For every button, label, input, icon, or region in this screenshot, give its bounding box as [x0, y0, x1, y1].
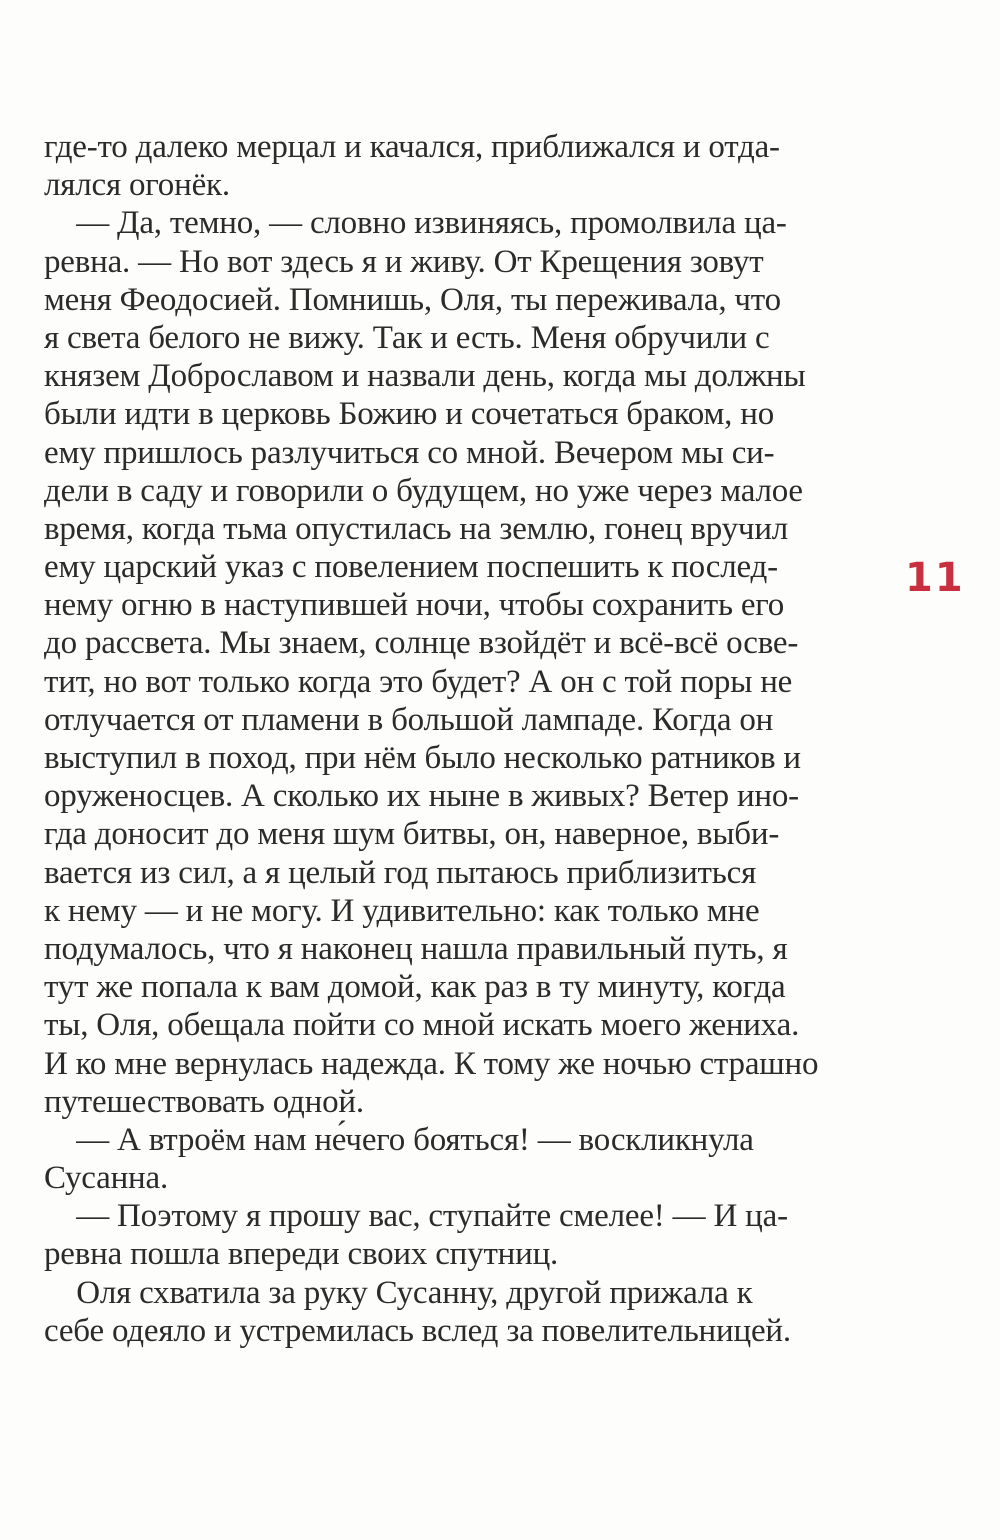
body-text — [44, 128, 904, 1350]
text-line: ревна пошла впереди своих спутниц. — [44, 1236, 559, 1273]
text-line: Сусанна. — [44, 1160, 169, 1197]
page-number: 11 — [905, 555, 965, 601]
text-line: дели в саду и говорили о будущем, но уже через малое — [44, 472, 803, 509]
text-line: до рассвета. Мы знаем, солнце взойдёт и всё-всё осве- — [44, 625, 799, 662]
text-line: выступил в поход, при нём было несколько ратников и — [44, 740, 801, 776]
text-line: оруженосцев. А сколько их ныне в живых? Ветер ино- — [44, 778, 799, 815]
text-line: отлучается от пламени в большой лампаде. Когда он — [44, 701, 774, 738]
text-line: где-то далеко мерцал и качался, приближался и отда- — [44, 129, 780, 165]
text-line: ему пришлось разлучиться со мной. Вечером мы си- — [44, 434, 775, 471]
text-line: тут же попала к вам домой, как раз в ту минуту, когда — [44, 969, 786, 1006]
text-line: ему царский указ с повелением поспешить к послед- — [44, 549, 778, 586]
text-line: лялся огонёк. — [44, 167, 230, 204]
text-line: нему огню в наступившей ночи, чтобы сохранить его — [44, 587, 785, 624]
text-line: — А втроём нам не́чего бояться! — воскликнула — [44, 1121, 754, 1158]
text-line: к нему — и не могу. И удивительно: как только мне — [44, 892, 760, 929]
text-line: — Поэтому я прошу вас, ступайте смелее! — И ца- — [44, 1198, 788, 1235]
text-line: И ко мне вернулась надежда. К тому же ночью страшно — [44, 1045, 819, 1082]
text-line: — Да, темно, — словно извиняясь, промолвила ца- — [44, 205, 787, 242]
text-line: время, когда тьма опустилась на землю, гонец вручил — [44, 510, 789, 547]
text-line: ты, Оля, обещала пойти со мной искать моего жениха. — [44, 1007, 800, 1044]
text-line: тит, но вот только когда это будет? А он с той поры не — [44, 663, 793, 700]
text-line: себе одеяло и устремилась вслед за повелительницей. — [44, 1312, 791, 1349]
text-line: вается из сил, а я целый год пытаюсь приблизиться — [44, 854, 757, 891]
text-line: подумалось, что я наконец нашла правильный путь, я — [44, 930, 788, 967]
text-line: Оля схватила за руку Сусанну, другой прижала к — [44, 1274, 753, 1311]
text-line: князем Доброславом и назвали день, когда мы должны — [44, 358, 806, 395]
text-line: путешествовать одной. — [44, 1083, 364, 1120]
text-line: меня Феодосией. Помнишь, Оля, ты переживала, что — [44, 281, 781, 318]
text-line: ревна. — Но вот здесь я и живу. От Крещения зовут — [44, 243, 764, 280]
text-line: были идти в церковь Божию и сочетаться браком, но — [44, 396, 775, 433]
text-line: я света белого не вижу. Так и есть. Меня обручили с — [44, 319, 770, 356]
text-line: гда доносит до меня шум битвы, он, наверное, выби- — [44, 816, 780, 853]
